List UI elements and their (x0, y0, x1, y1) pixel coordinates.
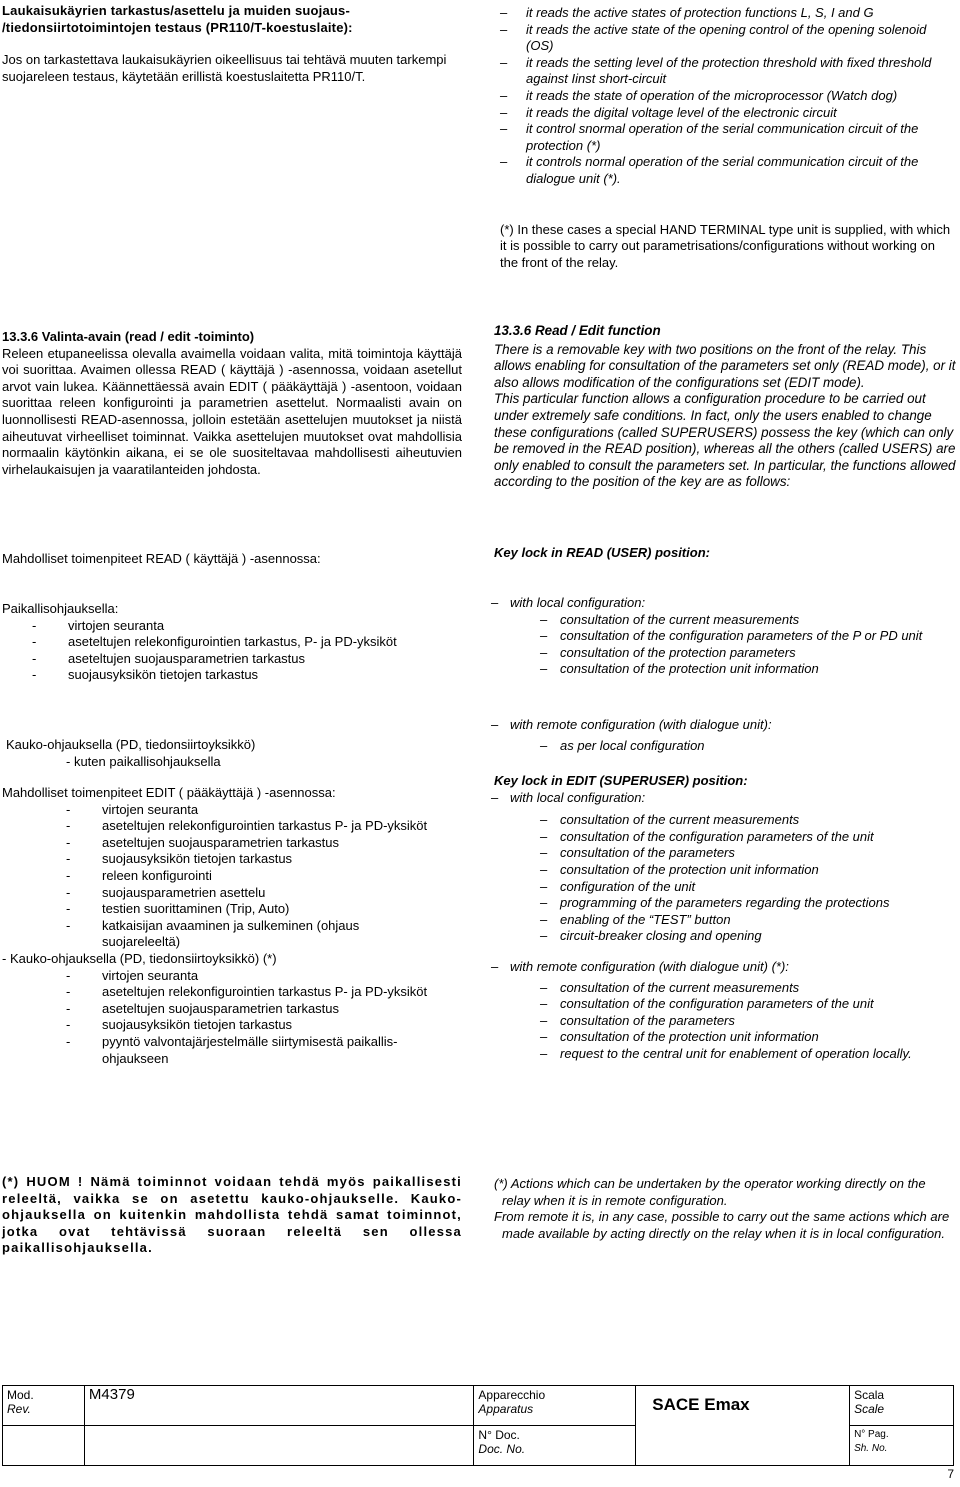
fi-section-title: 13.3.6 Valinta-avain (read / edit -toiminto) (2, 329, 255, 344)
scale-label: Scale (854, 1402, 885, 1416)
en-edit-remote-label: – with remote configuration (with dialogue unit) (*): (491, 959, 789, 974)
reads-list-item: – it reads the active states of protection functions L, S, I and G (494, 5, 956, 22)
en-section-title: 13.3.6 Read / Edit function (494, 323, 661, 338)
fi-edit-remote-item: - virtojen seuranta (66, 968, 436, 985)
rev-label: Rev. (7, 1402, 31, 1416)
fi-edit-remote-list (66, 968, 436, 1068)
title-block (2, 1385, 954, 1466)
en-edit-remote-item: – consultation of the protection unit information (494, 1029, 956, 1046)
en-edit-local-item: – consultation of the current measurements (494, 812, 956, 829)
doc-code: M4379 (84, 1386, 474, 1426)
npag-label: N° Pag. (854, 1429, 889, 1440)
product-cell (636, 1386, 850, 1466)
apparatus-cell (474, 1386, 636, 1426)
fi-edit-remote-item: - suojausyksikön tietojen tarkastus (66, 1017, 436, 1034)
reads-list-item: – it reads the setting level of the protection threshold with fixed threshold against Iinst short-circuit (494, 55, 956, 88)
page-number: 7 (947, 1467, 954, 1481)
en-read-remote-label: – with remote configuration (with dialogue unit): (491, 717, 772, 732)
en-edit-block (491, 773, 956, 945)
en-edit-remote-block (491, 959, 956, 1063)
fi-local-item: - virtojen seuranta (32, 618, 462, 635)
en-edit-local-item: – programming of the parameters regarding the protections (494, 895, 956, 912)
fi-remote-item: - kuten paikallisohjauksella (66, 753, 221, 769)
fi-remote-label: Kauko-ohjauksella (PD, tiedonsiirtoyksikkö) (6, 737, 256, 752)
fi-note (2, 1174, 462, 1257)
fi-edit-block (2, 785, 462, 1067)
en-read-local-block (491, 595, 956, 678)
en-read-local-item: – consultation of the configuration parameters of the P or PD unit (494, 628, 956, 645)
en-read-local-item: – consultation of the current measurements (494, 612, 956, 629)
mod-rev-cell (3, 1386, 85, 1426)
en-edit-remote-item: – request to the central unit for enablement of operation locally. (494, 1046, 956, 1063)
fi-read-heading: Mahdolliset toimenpiteet READ ( käyttäjä ) -asennossa: (2, 551, 321, 566)
en-section-body-1: There is a removable key with two positions on the front of the relay. This allows enabling for consultation of the parameters set only (READ mode), or it also allows modification of the configurations set (EDIT mode). (494, 341, 956, 390)
reads-list-item: – it reads the active state of the opening control of the opening solenoid (OS) (494, 22, 956, 55)
reads-list-item: – it control snormal operation of the serial communication circuit of the protection (*) (494, 121, 956, 154)
fi-local-list (32, 618, 462, 684)
hand-terminal-note: (*) In these cases a special HAND TERMINAL type unit is supplied, with which it is possible to carry out parametrisations/configurations without working on the front of the relay. (500, 221, 951, 270)
mod-label: Mod. (7, 1388, 34, 1402)
en-edit-remote-list (494, 980, 956, 1063)
en-edit-local-label: – with local configuration: (491, 789, 646, 805)
scale-cell (850, 1386, 954, 1426)
en-edit-local-item: – configuration of the unit (494, 879, 956, 896)
en-section (494, 323, 956, 491)
en-edit-local-list (494, 812, 956, 945)
reads-list-item: – it controls normal operation of the serial communication circuit of the dialogue unit (*). (494, 154, 956, 187)
en-read-remote-block (491, 717, 956, 754)
fi-local-item: - suojausyksikön tietojen tarkastus (32, 667, 462, 684)
fi-edit-item: - testien suorittaminen (Trip, Auto) (66, 901, 436, 918)
fi-edit-item: - virtojen seuranta (66, 802, 436, 819)
en-edit-remote-item: – consultation of the configuration parameters of the unit (494, 996, 956, 1013)
reads-list-item: – it reads the state of operation of the microprocessor (Watch dog) (494, 88, 956, 105)
left-top-block (2, 3, 462, 85)
product-name: SACE Emax (652, 1395, 750, 1414)
left-top-body: Jos on tarkastettava laukaisukäyrien oikeellisuus tai tehtävä muuten tarkempi suojareleen testaus, käytetään erillistä koestuslaitetta PR110/T. (2, 52, 447, 84)
fi-edit-item: - katkaisijan avaaminen ja sulkeminen (ohjaus suojareleeltä) (66, 918, 436, 951)
fi-local-block (2, 601, 462, 684)
scala-label: Scala (854, 1388, 885, 1402)
en-edit-heading: Key lock in EDIT (SUPERUSER) position: (494, 773, 748, 788)
en-read-local-item: – consultation of the protection parameters (494, 645, 956, 662)
fi-edit-list (66, 802, 436, 951)
fi-edit-item: - aseteltujen suojausparametrien tarkastus (66, 835, 436, 852)
fi-edit-item: - releen konfigurointi (66, 868, 436, 885)
fi-edit-remote-item: - aseteltujen suojausparametrien tarkastus (66, 1001, 436, 1018)
fi-edit-item: - aseteltujen relekonfigurointien tarkastus P- ja PD-yksiköt (66, 818, 436, 835)
en-note-2: From remote it is, in any case, possible to carry out the same actions which are made available by acting directly on the relay when it is in local configuration. (494, 1209, 950, 1241)
left-top-heading-1: Laukaisukäyrien tarkastus/asettelu ja muiden suojaus- (2, 3, 351, 18)
fi-edit-remote-label: - Kauko-ohjauksella (PD, tiedonsiirtoyksikkö) (*) (2, 950, 277, 966)
en-edit-local-item: – consultation of the configuration parameters of the unit (494, 829, 956, 846)
fi-section-body: Releen etupaneelissa olevalla avaimella voidaan valita, mitä toimintoja käyttäjä voi suorittaa. Avaimen ollessa READ ( käyttäjä ) -asennossa, voidaan asetellut arvot vain lukea. Käännettäessä avain EDIT ( pääkäyttäjä ) -asentoon, voidaan suorittaa releen konfigurointi ja parametrien asettelut. Normaalisti avain on luonnollisesti READ-asennossa, jolloin estetään asettelujen muutokset ja niistä aiheutuvat virheelliset toiminnat. Vaikka asettelujen muutokset ovat mahdollisia normaalin käytönkin aikana, ei se ole suositeltavaa mahdollisesti aiheutuvien virhelaukaisujen ja vaaratilanteiden johdosta. (2, 345, 462, 477)
fi-edit-remote-item: - pyyntö valvontajärjestelmälle siirtymisestä paikallis-ohjaukseen (66, 1034, 436, 1067)
en-note-1: (*) Actions which can be undertaken by the operator working directly on the relay when it is in remote configuration. (494, 1176, 926, 1208)
en-read-heading: Key lock in READ (USER) position: (494, 545, 710, 560)
fi-edit-heading: Mahdolliset toimenpiteet EDIT ( pääkäyttäjä ) -asennossa: (2, 785, 336, 800)
en-read-local-label: – with local configuration: (491, 595, 646, 610)
fi-note-body: Nämä toiminnot voidaan tehdä myös paikallisesti releeltä, vaikka se on asetettu kauko-ohjaukselle. Kauko-ohjauksella on kuitenkin mahdollista tehdä samat toiminnot, jotka ovat tehtävissä suoraan releeltä sen ollessa paikallisohjauksella. (2, 1174, 462, 1256)
en-read-remote-item: – as per local configuration (494, 738, 956, 755)
en-section-body-2: This particular function allows a configuration procedure to be carried out under extremely safe conditions. In fact, only the users enabled to change these configurations (called SUPERUSERS) possess the key (which can only be removed in the READ position), whereas all the others (called USERS) are only enabled to consult the parameters set. In particular, the functions allowed according to the position of the key are as follows: (494, 391, 956, 490)
en-edit-remote-item: – consultation of the current measurements (494, 980, 956, 997)
right-top-block (494, 5, 956, 271)
en-edit-local-item: – consultation of the parameters (494, 845, 956, 862)
sheet-cell (850, 1426, 954, 1466)
fi-remote-block (2, 737, 462, 770)
en-note (494, 1176, 956, 1242)
en-edit-remote-item: – consultation of the parameters (494, 1013, 956, 1030)
left-top-heading-2: /tiedonsiirtotoimintojen testaus (PR110/T-koestuslaite): (2, 19, 353, 35)
reads-list (494, 5, 956, 188)
en-read-remote-list (494, 738, 956, 755)
en-read-local-item: – consultation of the protection unit information (494, 661, 956, 678)
apparatus-label: Apparatus (478, 1402, 534, 1416)
en-read-local-list (494, 612, 956, 678)
en-edit-local-item: – consultation of the protection unit information (494, 862, 956, 879)
fi-section (2, 329, 462, 478)
fi-edit-remote-item: - aseteltujen relekonfigurointien tarkastus P- ja PD-yksiköt (66, 984, 436, 1001)
fi-local-label: Paikallisohjauksella: (2, 601, 119, 616)
ndoc-label: N° Doc. (478, 1428, 520, 1442)
en-edit-local-item: – enabling of the “TEST” button (494, 912, 956, 929)
fi-edit-item: - suojausyksikön tietojen tarkastus (66, 851, 436, 868)
doc-no-cell (474, 1426, 636, 1466)
apparecchio-label: Apparecchio (478, 1388, 546, 1402)
en-edit-local-item: – circuit-breaker closing and opening (494, 928, 956, 945)
fi-edit-item: - suojausparametrien asettelu (66, 885, 436, 902)
fi-note-prefix: (*) HUOM ! (2, 1174, 84, 1189)
shno-label: Sh. No. (854, 1443, 888, 1454)
reads-list-item: – it reads the digital voltage level of the electronic circuit (494, 105, 956, 122)
fi-local-item: - aseteltujen relekonfigurointien tarkastus, P- ja PD-yksiköt (32, 634, 462, 651)
fi-local-item: - aseteltujen suojausparametrien tarkastus (32, 651, 462, 668)
docno-label: Doc. No. (478, 1442, 526, 1456)
